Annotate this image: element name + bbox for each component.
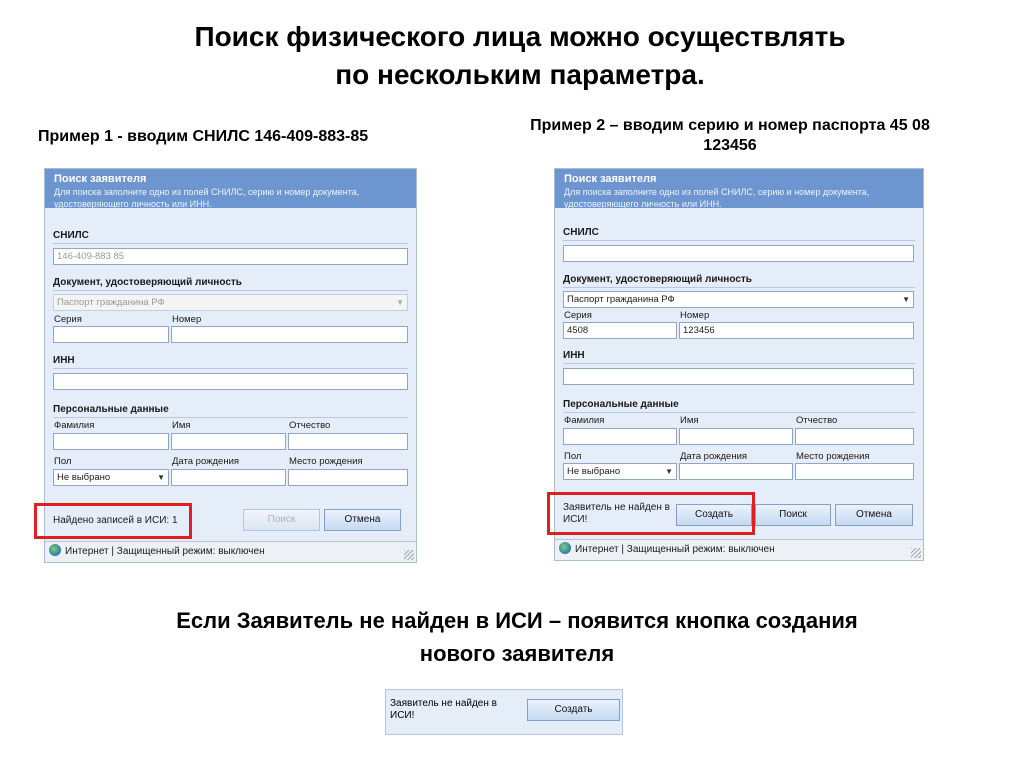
patronymic-label: Отчество	[289, 420, 331, 431]
number-label: Номер	[172, 314, 202, 325]
dropdown-arrow-icon: ▼	[665, 467, 673, 476]
name-label: Имя	[172, 420, 191, 431]
number-label: Номер	[680, 310, 710, 321]
inn-section-label: ИНН	[563, 350, 585, 361]
dialog-body	[45, 208, 416, 542]
series-input[interactable]	[53, 326, 169, 343]
dropdown-arrow-icon: ▼	[157, 473, 165, 482]
name-input[interactable]	[679, 428, 793, 445]
internet-globe-icon	[559, 542, 571, 554]
inn-input[interactable]	[53, 373, 408, 390]
gender-value: Не выбрано	[57, 472, 111, 483]
birthplace-input[interactable]	[288, 469, 408, 486]
explanation-line2: нового заявителя	[419, 641, 615, 666]
highlight-frame	[34, 503, 192, 539]
surname-label: Фамилия	[54, 420, 95, 431]
document-section-label: Документ, удостоверяющий личность	[563, 274, 752, 285]
resize-grip-icon[interactable]	[911, 548, 921, 558]
search-button[interactable]: Поиск	[755, 504, 831, 526]
browser-status-bar	[555, 539, 923, 560]
gender-select[interactable]	[53, 469, 169, 486]
dialog-instructions-line2: удостоверяющего личность или ИНН.	[54, 199, 212, 209]
dropdown-arrow-icon: ▼	[396, 298, 404, 307]
document-section-label: Документ, удостоверяющий личность	[53, 277, 242, 288]
name-label: Имя	[680, 415, 699, 426]
birthdate-label: Дата рождения	[172, 456, 240, 467]
applicant-not-found-line1: Заявитель не найден в	[390, 698, 497, 709]
dialog-instructions-line1: Для поиска заполните одно из полей СНИЛС, серию и номер документа,	[564, 187, 870, 197]
patronymic-input[interactable]	[288, 433, 408, 450]
birthdate-input[interactable]	[679, 463, 793, 480]
series-input[interactable]: 4508	[563, 322, 677, 339]
dialog-body	[555, 208, 923, 540]
personal-data-section-label: Персональные данные	[563, 399, 679, 410]
dropdown-arrow-icon: ▼	[902, 295, 910, 304]
applicant-not-found-line2: ИСИ!	[390, 710, 415, 721]
number-input[interactable]	[171, 326, 408, 343]
surname-label: Фамилия	[564, 415, 605, 426]
birthdate-label: Дата рождения	[680, 451, 748, 462]
number-input[interactable]: 123456	[679, 322, 914, 339]
document-type-select[interactable]	[563, 291, 914, 308]
slide-title	[0, 18, 1024, 94]
applicant-not-found-text	[390, 698, 497, 722]
search-button[interactable]: Поиск	[243, 509, 320, 531]
surname-input[interactable]	[563, 428, 677, 445]
status-text: Интернет | Защищенный режим: выключен	[65, 546, 265, 557]
highlight-frame	[547, 492, 755, 535]
divider	[53, 290, 408, 291]
birthplace-label: Место рождения	[289, 456, 363, 467]
slide-title-line2: по нескольким параметра.	[335, 59, 705, 90]
divider	[563, 287, 915, 288]
dialog-instructions-line2: удостоверяющего личность или ИНН.	[564, 199, 722, 209]
patronymic-label: Отчество	[796, 415, 838, 426]
cancel-button[interactable]: Отмена	[835, 504, 913, 526]
divider	[53, 243, 408, 244]
explanation-text	[0, 604, 1024, 670]
records-found-text: Найдено записей в ИСИ: 1	[53, 515, 178, 526]
birthplace-input[interactable]	[795, 463, 914, 480]
gender-label: Пол	[54, 456, 72, 467]
gender-label: Пол	[564, 451, 582, 462]
patronymic-input[interactable]	[795, 428, 914, 445]
dialog-instructions-line1: Для поиска заполните одно из полей СНИЛС, серию и номер документа,	[54, 187, 360, 197]
birthdate-input[interactable]	[171, 469, 286, 486]
dialog-header	[555, 169, 923, 208]
explanation-line1: Если Заявитель не найден в ИСИ – появится кнопка создания	[176, 608, 858, 633]
dialog-header	[45, 169, 416, 208]
browser-status-bar	[45, 541, 416, 562]
create-applicant-button[interactable]: Создать	[676, 504, 752, 526]
snils-section-label: СНИЛС	[53, 230, 89, 241]
divider	[53, 368, 408, 369]
series-label: Серия	[54, 314, 82, 325]
dialog-title: Поиск заявителя	[564, 173, 657, 185]
dialog-title: Поиск заявителя	[54, 173, 147, 185]
snils-input[interactable]	[563, 245, 914, 262]
inn-input[interactable]	[563, 368, 914, 385]
slide-title-line1: Поиск физического лица можно осуществлять	[194, 21, 846, 52]
applicant-not-found-line1: Заявитель не найден в	[563, 502, 670, 513]
gender-select[interactable]	[563, 463, 677, 480]
snils-section-label: СНИЛС	[563, 227, 599, 238]
divider	[563, 363, 915, 364]
divider	[563, 412, 915, 413]
create-applicant-button[interactable]: Создать	[527, 699, 620, 721]
internet-globe-icon	[49, 544, 61, 556]
example1-caption: Пример 1 - вводим СНИЛС 146-409-883-85	[38, 128, 369, 145]
divider	[563, 240, 915, 241]
example2-caption-line2: 123456	[703, 137, 757, 154]
gender-value: Не выбрано	[567, 466, 621, 477]
name-input[interactable]	[171, 433, 286, 450]
create-button-snippet	[385, 689, 623, 735]
series-label: Серия	[564, 310, 592, 321]
document-type-value: Паспорт гражданина РФ	[57, 297, 165, 308]
document-type-select[interactable]	[53, 294, 408, 311]
applicant-not-found-line2: ИСИ!	[563, 514, 588, 525]
divider	[53, 417, 408, 418]
example2-caption	[470, 116, 990, 156]
example2-caption-line1: Пример 2 – вводим серию и номер паспорта 45 08	[530, 117, 930, 134]
birthplace-label: Место рождения	[796, 451, 870, 462]
inn-section-label: ИНН	[53, 355, 75, 366]
cancel-button[interactable]: Отмена	[324, 509, 401, 531]
personal-data-section-label: Персональные данные	[53, 404, 169, 415]
document-type-value: Паспорт гражданина РФ	[567, 294, 675, 305]
snils-input[interactable]: 146-409-883 85	[53, 248, 408, 265]
surname-input[interactable]	[53, 433, 169, 450]
resize-grip-icon[interactable]	[404, 550, 414, 560]
status-text: Интернет | Защищенный режим: выключен	[575, 544, 775, 555]
